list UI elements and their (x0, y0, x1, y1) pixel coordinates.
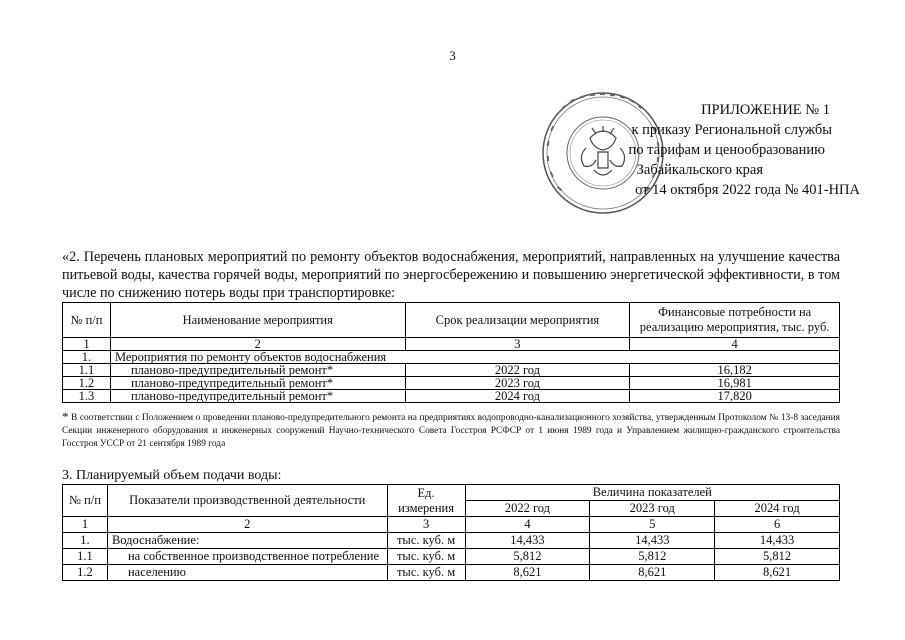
appendix-title: ПРИЛОЖЕНИЕ № 1 (701, 102, 830, 118)
group-name: Мероприятия по ремонту объектов водоснабжения (110, 351, 839, 364)
col-number: 1 (63, 517, 108, 533)
table-header-row (63, 303, 840, 338)
row-amount: 16,182 (630, 364, 840, 377)
row-unit: тыс. куб. м (387, 533, 465, 549)
row-value-2023: 14,433 (590, 533, 715, 549)
table-row (63, 565, 840, 581)
row-name: населению (107, 565, 387, 581)
footnote-marker: * (62, 409, 69, 424)
row-value-2024: 14,433 (715, 533, 840, 549)
row-name: планово-предупредительный ремонт* (110, 364, 405, 377)
col-header-year: 2022 год (465, 501, 590, 517)
row-name: Водоснабжение: (107, 533, 387, 549)
appendix-line-date: от 14 октября 2022 года № 401-НПА (635, 182, 860, 198)
row-num: 1.2 (63, 565, 108, 581)
col-header-year: 2024 год (715, 501, 840, 517)
col-number: 2 (107, 517, 387, 533)
row-term: 2024 год (405, 390, 630, 403)
col-number: 3 (387, 517, 465, 533)
row-name: планово-предупредительный ремонт* (110, 377, 405, 390)
row-unit: тыс. куб. м (387, 565, 465, 581)
col-header-unit: Ед. измерения (387, 485, 465, 517)
row-amount: 16,981 (630, 377, 840, 390)
row-value-2022: 14,433 (465, 533, 590, 549)
appendix-line-region: Забайкальского края (636, 162, 763, 178)
row-value-2022: 5,812 (465, 549, 590, 565)
row-num: 1.3 (63, 390, 111, 403)
col-header-year: 2023 год (590, 501, 715, 517)
appendix-line-order: к приказу Региональной службы (631, 122, 832, 138)
table-row (63, 364, 840, 377)
appendix-block (600, 100, 860, 200)
row-value-2023: 5,812 (590, 549, 715, 565)
row-term: 2022 год (405, 364, 630, 377)
col-header-term: Срок реализации мероприятия (405, 303, 630, 338)
col-header-values: Величина показателей (465, 485, 839, 501)
table-row (63, 549, 840, 565)
section-3-heading: 3. Планируемый объем подачи воды: (62, 468, 282, 483)
table-header-row (63, 485, 840, 501)
row-name: на собственное производственное потребление (107, 549, 387, 565)
col-number: 4 (465, 517, 590, 533)
row-value-2024: 8,621 (715, 565, 840, 581)
col-header-amount: Финансовые потребности на реализацию мероприятия, тыс. руб. (630, 303, 840, 338)
col-header-indicator: Показатели производственной деятельности (107, 485, 387, 517)
col-number: 1 (63, 338, 111, 351)
section-2-heading: «2. Перечень плановых мероприятий по ремонту объектов водоснабжения, мероприятий, направленных на улучшение качества питьевой воды, качества горячей воды, мероприятий по энергосбережению и повышению энергетической эффективности, в том числе по снижению потерь воды при транспортировке: (62, 249, 840, 301)
column-number-row (63, 517, 840, 533)
table-group-row (63, 351, 840, 364)
row-amount: 17,820 (630, 390, 840, 403)
table-row (63, 377, 840, 390)
row-name: планово-предупредительный ремонт* (110, 390, 405, 403)
col-number: 6 (715, 517, 840, 533)
row-value-2022: 8,621 (465, 565, 590, 581)
column-number-row (63, 338, 840, 351)
row-term: 2023 год (405, 377, 630, 390)
appendix-line-service: по тарифам и ценообразованию (628, 142, 825, 158)
row-num: 1.2 (63, 377, 111, 390)
footnote-text: В соответствии с Положением о проведении планово-предупредительного ремонта на предприятиях водопроводно-канализационного хозяйства, утвержденным Протоколом № 13-8 заседания Секции инженерного оборудования и инженерных сооружений Научно-технического Совета Госстроя РСФСР от 1 июня 1989 года и Управлением жилищно-гражданского строительства Госстроя УССР от 21 сентября 1989 года (62, 413, 840, 449)
row-num: 1. (63, 533, 108, 549)
table-row (63, 390, 840, 403)
page-number: 3 (449, 48, 456, 63)
row-num: 1.1 (63, 364, 111, 377)
col-number: 3 (405, 338, 630, 351)
col-header-name: Наименование мероприятия (110, 303, 405, 338)
col-header-num: № п/п (63, 485, 108, 517)
row-num: 1.1 (63, 549, 108, 565)
footnote (62, 410, 840, 451)
col-number: 4 (630, 338, 840, 351)
row-value-2024: 5,812 (715, 549, 840, 565)
table-row (63, 533, 840, 549)
col-number: 5 (590, 517, 715, 533)
group-num: 1. (63, 351, 111, 364)
row-unit: тыс. куб. м (387, 549, 465, 565)
col-number: 2 (110, 338, 405, 351)
water-supply-volume-table (62, 484, 840, 581)
repair-measures-table (62, 302, 840, 403)
col-header-num: № п/п (63, 303, 111, 338)
row-value-2023: 8,621 (590, 565, 715, 581)
